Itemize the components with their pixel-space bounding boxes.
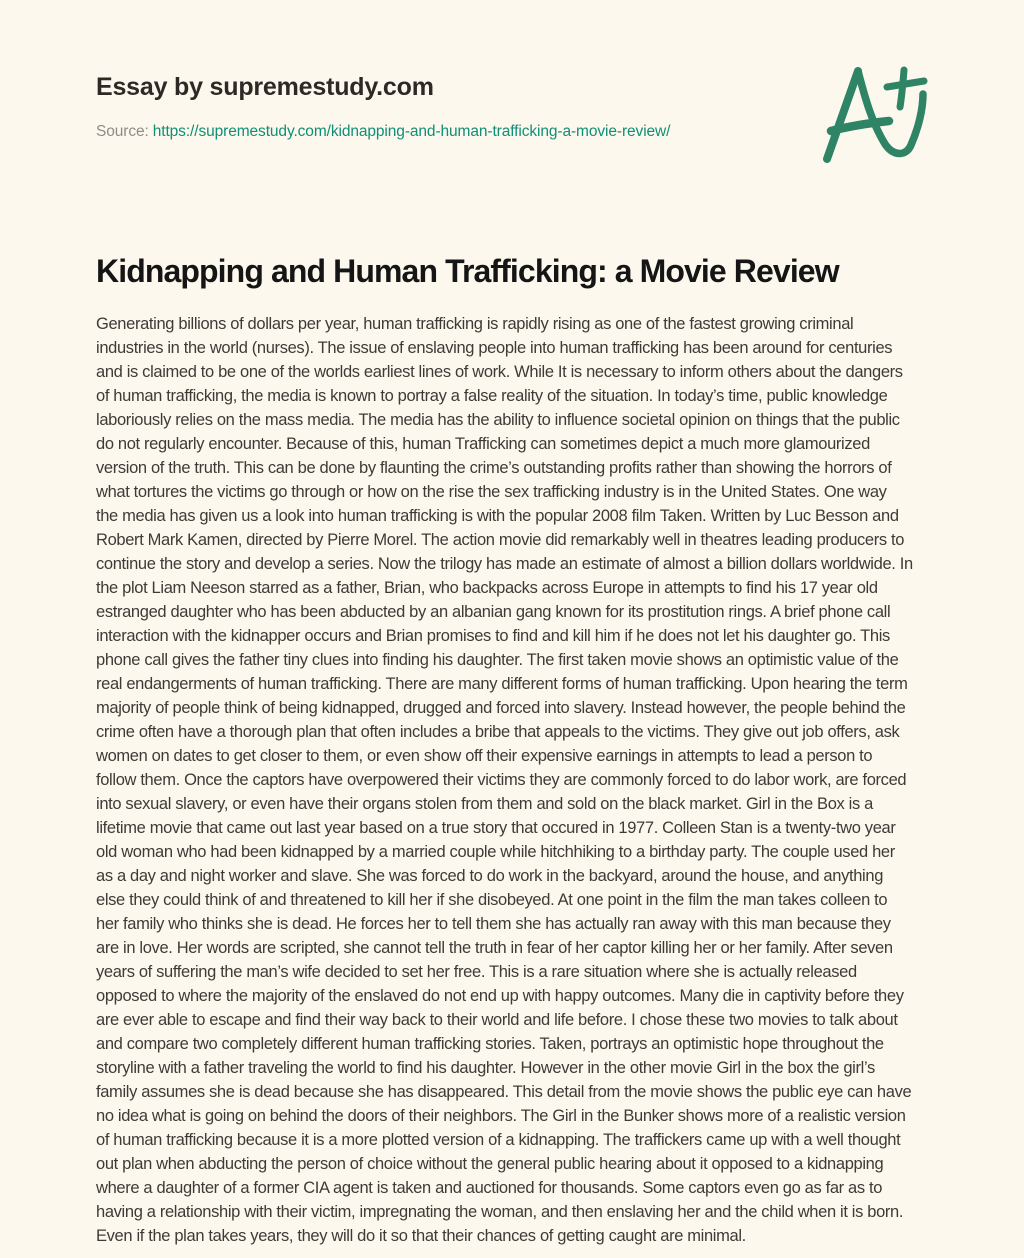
essay-text-line: real endangerments of human trafficking. There are many different forms of human trafficking. Upon hearing the term <box>96 675 908 693</box>
essay-text-line: of human trafficking because it is a more plotted version of a kidnapping. The traffickers came up with a well thought <box>96 1131 901 1149</box>
essay-text-line: the plot Liam Neeson starred as a father, Brian, who backpacks across Europe in attempts to find his 17 year old <box>96 579 878 597</box>
essay-text-line: Generating billions of dollars per year, human trafficking is rapidly rising as one of the fastest growing criminal <box>96 315 854 333</box>
essay-text-line: and compare two completely different human trafficking stories. Taken, portrays an optimistic hope throughout the <box>96 1035 884 1053</box>
essay-text-line: phone call gives the father tiny clues into finding his daughter. The first taken movie shows an optimistic value of the <box>96 651 899 669</box>
essay-title: Kidnapping and Human Trafficking: a Movie Review <box>96 253 839 289</box>
essay-text-line: out plan when abducting the person of choice without the general public hearing about it opposed to a kidnapping <box>96 1155 884 1173</box>
essay-text-line: what tortures the victims go through or how on the rise the sex trafficking industry is in the United States. One way <box>96 483 887 501</box>
essay-text-line: no idea what is going on behind the doors of their neighbors. The Girl in the Bunker shows more of a realistic version <box>96 1107 906 1125</box>
essay-text-line: Even if the plan takes years, they will do it so that their chances of getting caught are minimal. <box>96 1227 746 1245</box>
essay-text-line: do not regularly encounter. Because of this, human Trafficking can sometimes depict a much more glamourized <box>96 435 870 453</box>
essay-text-line: laboriously relies on the mass media. The media has the ability to influence societal opinion on things that the public <box>96 411 900 429</box>
essay-text-line: lifetime movie that came out last year based on a true story that occured in 1977. Colleen Stan is a twenty-two year <box>96 819 896 837</box>
essay-text-line: family assumes she is dead because she has disappeared. This detail from the movie shows the public eye can have <box>96 1083 912 1101</box>
essay-text-line: are ever able to escape and find their way back to their world and life before. I chose these two movies to talk about <box>96 1011 898 1029</box>
source-label: Source: <box>96 123 149 140</box>
essay-text-line: women on dates to get closer to them, or even show off their expensive earnings in attempts to lead a person to <box>96 747 873 765</box>
essay-text-line: interaction with the kidnapper occurs and Brian promises to find and kill him if he does not let his daughter go. This <box>96 627 890 645</box>
essay-text-line: into sexual slavery, or even have their organs stolen from them and sold on the black market. Girl in the Box is a <box>96 795 873 813</box>
essay-text-line: crime often have a thorough plan that often includes a bribe that appeals to the victims. They give out job offers, ask <box>96 723 900 741</box>
essay-text-line: as a day and night worker and slave. She was forced to do work in the backyard, around the house, and anything <box>96 867 884 885</box>
essay-text-line: where a daughter of a former CIA agent is taken and auctioned for thousands. Some captors even go as far as to <box>96 1179 883 1197</box>
essay-text-line: storyline with a father traveling the world to find his daughter. However in the other movie Girl in the box the girl’s <box>96 1059 875 1077</box>
essay-text-line: estranged daughter who has been abducted by an albanian gang known for its prostitution rings. A brief phone call <box>96 603 891 621</box>
a-plus-logo-icon <box>810 55 960 180</box>
essay-body <box>96 312 929 1248</box>
essay-text-line: version of the truth. This can be done by flaunting the crime’s outstanding profits rather than showing the horrors of <box>96 459 892 477</box>
source-link[interactable]: https://supremestudy.com/kidnapping-and-human-trafficking-a-movie-review/ <box>152 123 671 140</box>
essay-text-line: industries in the world (nurses). The issue of enslaving people into human trafficking has been around for centuries <box>96 339 893 357</box>
essay-text-line: her family who thinks she is dead. He forces her to tell them she has actually ran away with this man because they <box>96 915 891 933</box>
essay-text-line: and is claimed to be one of the worlds earliest lines of work. While It is necessary to inform others about the dangers <box>96 363 903 381</box>
essay-text-line: having a relationship with their victim, impregnating the woman, and then enslaving her and the child when it is born. <box>96 1203 904 1221</box>
essay-text-line: opposed to where the majority of the enslaved do not end up with happy outcomes. Many die in captivity before they <box>96 987 904 1005</box>
essay-text-line: years of suffering the man’s wife decided to set her free. This is a rare situation where she is actually released <box>96 963 857 981</box>
essay-text-line: of human trafficking, the media is known to portray a false reality of the situation. In today’s time, public knowledge <box>96 387 888 405</box>
site-title: Essay by supremestudy.com <box>96 73 434 101</box>
essay-text-line: majority of people think of being kidnapped, drugged and forced into slavery. Instead however, the people behind the <box>96 699 906 717</box>
essay-text-line: continue the story and develop a series. Now the trilogy has made an estimate of almost a billion dollars worldwide. In <box>96 555 913 573</box>
essay-text-line: are in love. Her words are scripted, she cannot tell the truth in fear of her captor killing her or her family. After seven <box>96 939 893 957</box>
essay-text-line: else they could think of and threatened to kill her if she disobeyed. At one point in the film the man takes colleen to <box>96 891 888 909</box>
essay-text-line: old woman who had been kidnapped by a married couple while hitchhiking to a birthday party. The couple used her <box>96 843 895 861</box>
source-line <box>96 122 670 142</box>
essay-text-line: Robert Mark Kamen, directed by Pierre Morel. The action movie did remarkably well in theatres leading producers to <box>96 531 905 549</box>
essay-text-line: the media has given us a look into human trafficking is with the popular 2008 film Taken. Written by Luc Besson and <box>96 507 899 525</box>
essay-text-line: follow them. Once the captors have overpowered their victims they are commonly forced to do labor work, are forced <box>96 771 907 789</box>
